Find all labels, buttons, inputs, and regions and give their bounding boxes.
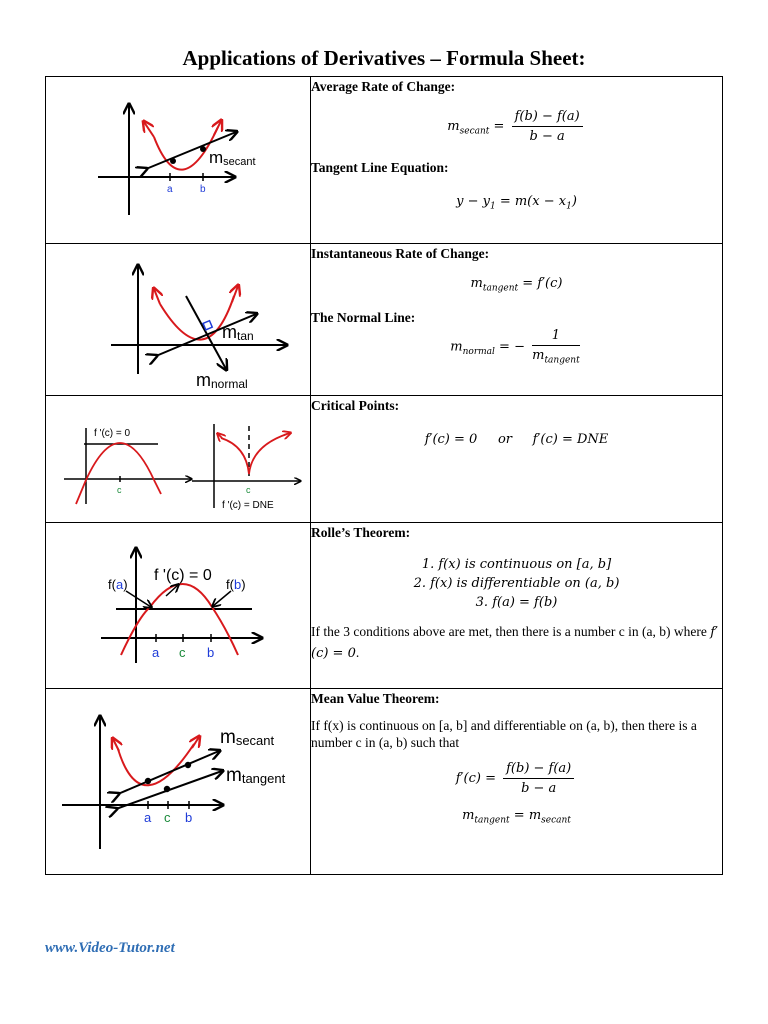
rolles-condition-1: 1. f(x) is continuous on [a, b] — [421, 557, 612, 572]
secant-m-label: m — [209, 148, 224, 167]
rolles-conditions — [311, 555, 722, 612]
table-row — [46, 689, 723, 875]
mvt-b-label: b — [185, 810, 193, 825]
point-b-label: b — [200, 184, 206, 195]
table-row — [46, 396, 723, 523]
page-title: Applications of Derivatives – Formula Sheet: — [182, 46, 586, 70]
secant-slope-equation: $m_{secant}$ = $\frac{f(b) - f(a)}{b - a}$ — [311, 109, 722, 144]
critical-points-cell — [311, 396, 723, 523]
tangent-normal-figure — [46, 244, 311, 396]
tangent-slope-equation: $m_{tangent} = f'(c)$ — [470, 276, 563, 294]
svg-text:mtan — [222, 322, 254, 343]
mvt-a-label: a — [144, 810, 152, 825]
svg-text:mnormal — [196, 370, 248, 391]
rolle-a-label: a — [152, 645, 160, 660]
normal-sub-label: normal — [211, 377, 248, 391]
rolle-c-label: c — [179, 645, 186, 660]
critical-points-figure — [46, 396, 311, 523]
instantaneous-rate-cell — [311, 244, 723, 396]
mvt-tangent-sub: tangent — [241, 771, 286, 786]
rolles-heading: Rolle’s Theorem: — [311, 525, 411, 540]
right-dne-label: f '(c) = DNE — [222, 500, 274, 511]
formula-table — [45, 76, 723, 875]
mvt-figure — [46, 689, 311, 875]
fa-label: f(a) — [108, 577, 128, 592]
instantaneous-rate-heading: Instantaneous Rate of Change: — [311, 246, 490, 261]
tan-sub-label: tan — [237, 329, 254, 343]
mvt-text: If f(x) is continuous on [a, b] and differentiable on (a, b), then there is a number c in (a, b) such that — [311, 718, 697, 750]
mvt-equation: f′(c) = $\frac{f(b) - f(a)}{b - a}$ — [311, 761, 722, 796]
left-c-label: c — [117, 485, 122, 495]
rolles-conclusion: If the 3 conditions above are met, then there is a number c in (a, b) where f′(c) = 0. — [311, 624, 718, 661]
table-row — [46, 523, 723, 689]
secant-figure — [46, 77, 311, 244]
rolle-b-label: b — [207, 645, 215, 660]
rolles-condition-3: 3. f(a) = f(b) — [475, 595, 558, 610]
rolles-figure — [46, 523, 311, 689]
point-a-label: a — [167, 184, 173, 195]
tangent-line-heading: Tangent Line Equation: — [311, 160, 449, 175]
table-row — [46, 244, 723, 396]
normal-slope-equation: $m_{normal}$ = − $\frac{1}{m_{tangent}}$ — [450, 327, 580, 366]
average-rate-heading: Average Rate of Change: — [311, 79, 456, 94]
rolles-condition-2: 2. f(x) is differentiable on (a, b) — [413, 576, 620, 591]
mvt-secant-sub: secant — [235, 733, 275, 748]
mvt-cell — [311, 689, 723, 875]
tan-m-label: m — [222, 322, 237, 342]
mvt-tangent-m: m — [226, 765, 242, 786]
normal-m-label: m — [196, 370, 211, 390]
tangent-line-equation: $y - y_1 = m(x - x_1)$ — [456, 194, 577, 212]
fb-label: f(b) — [226, 577, 246, 592]
critical-points-heading: Critical Points: — [311, 398, 400, 413]
critical-points-equation: f′(c) = 0 or f′(c) = DNE — [424, 432, 609, 447]
footer-website[interactable]: www.Video-Tutor.net — [45, 940, 175, 956]
left-fprime-label: f '(c) = 0 — [94, 428, 131, 439]
table-row — [46, 77, 723, 244]
rolles-cell — [311, 523, 723, 689]
svg-text:msecant — [220, 727, 275, 748]
average-rate-cell — [311, 77, 723, 244]
rolle-fprime-label: f '(c) = 0 — [154, 567, 212, 584]
mvt-slope-equality: $m_{tangent} = m_{secant}$ — [462, 808, 571, 826]
secant-sub-label: secant — [223, 156, 256, 168]
mvt-secant-m: m — [220, 727, 236, 748]
right-c-label: c — [246, 485, 251, 495]
normal-line-heading: The Normal Line: — [311, 309, 416, 325]
mvt-heading: Mean Value Theorem: — [311, 691, 440, 706]
svg-text:mtangent — [226, 765, 286, 786]
svg-text:msecant — [209, 148, 256, 168]
mvt-c-label: c — [164, 810, 171, 825]
